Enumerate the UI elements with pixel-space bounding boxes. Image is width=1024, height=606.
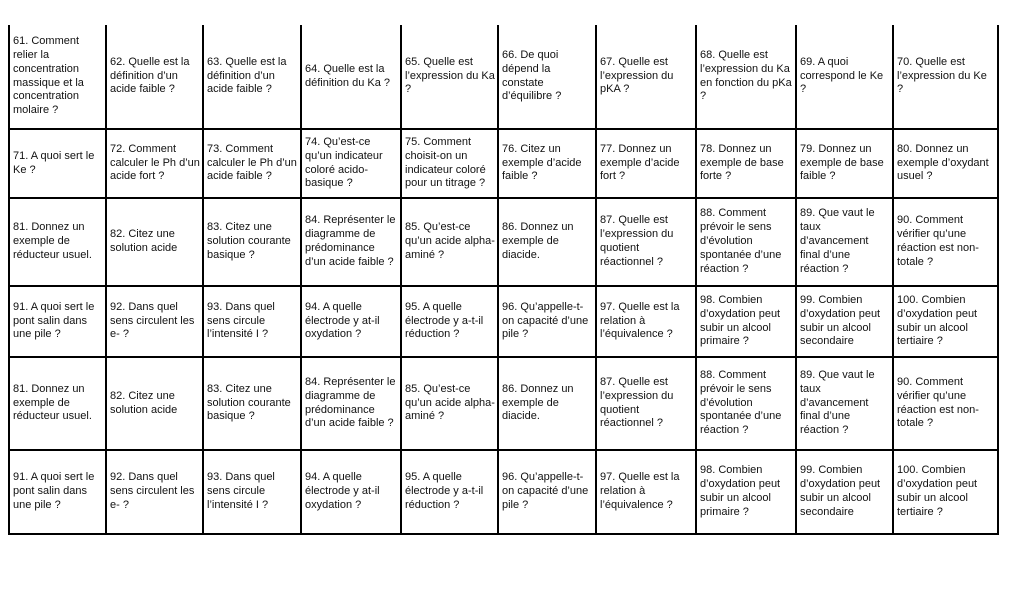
question-cell: 88. Comment prévoir le sens d’évolution spontanée d’une réaction ? (696, 198, 796, 286)
question-cell: 68. Quelle est l’expression du Ka en fonction du pKa ? (696, 25, 796, 129)
question-cell: 87. Quelle est l’expression du quotient réactionnel ? (596, 357, 696, 450)
question-cell: 99. Combien d’oxydation peut subir un alcool secondaire (796, 450, 893, 534)
question-cell: 78. Donnez un exemple de base forte ? (696, 129, 796, 198)
table-row (9, 357, 998, 450)
question-cell: 63. Quelle est la définition d’un acide faible ? (203, 25, 301, 129)
questions-table (8, 25, 999, 535)
question-cell: 98. Combien d’oxydation peut subir un alcool primaire ? (696, 450, 796, 534)
question-cell: 71. A quoi sert le Ke ? (9, 129, 106, 198)
question-cell: 62. Quelle est la définition d’un acide faible ? (106, 25, 203, 129)
question-cell: 86. Donnez un exemple de diacide. (498, 198, 596, 286)
question-cell: 99. Combien d’oxydation peut subir un alcool secondaire (796, 286, 893, 357)
question-cell: 80. Donnez un exemple d’oxydant usuel ? (893, 129, 998, 198)
question-cell: 83. Citez une solution courante basique ? (203, 198, 301, 286)
question-cell: 91. A quoi sert le pont salin dans une pile ? (9, 286, 106, 357)
question-cell: 66. De quoi dépend la constate d’équilibre ? (498, 25, 596, 129)
question-cell: 77. Donnez un exemple d’acide fort ? (596, 129, 696, 198)
question-cell: 91. A quoi sert le pont salin dans une pile ? (9, 450, 106, 534)
question-cell: 79. Donnez un exemple de base faible ? (796, 129, 893, 198)
question-cell: 93. Dans quel sens circule l’intensité I ? (203, 286, 301, 357)
question-cell: 74. Qu’est-ce qu’un indicateur coloré acido-basique ? (301, 129, 401, 198)
question-cell: 98. Combien d’oxydation peut subir un alcool primaire ? (696, 286, 796, 357)
question-cell: 95. A quelle électrode y a-t-il réduction ? (401, 286, 498, 357)
question-cell: 82. Citez une solution acide (106, 357, 203, 450)
question-cell: 75. Comment choisit-on un indicateur coloré pour un titrage ? (401, 129, 498, 198)
question-cell: 76. Citez un exemple d’acide faible ? (498, 129, 596, 198)
question-cell: 65. Quelle est l’expression du Ka ? (401, 25, 498, 129)
question-cell: 100. Combien d’oxydation peut subir un alcool tertiaire ? (893, 286, 998, 357)
question-cell: 85. Qu’est-ce qu’un acide alpha-aminé ? (401, 198, 498, 286)
question-cell: 86. Donnez un exemple de diacide. (498, 357, 596, 450)
question-cell: 87. Quelle est l’expression du quotient réactionnel ? (596, 198, 696, 286)
question-cell: 81. Donnez un exemple de réducteur usuel. (9, 198, 106, 286)
question-cell: 69. A quoi correspond le Ke ? (796, 25, 893, 129)
question-cell: 90. Comment vérifier qu’une réaction est non-totale ? (893, 198, 998, 286)
table-row (9, 450, 998, 534)
question-cell: 67. Quelle est l’expression du pKA ? (596, 25, 696, 129)
question-cell: 84. Représenter le diagramme de prédominance d’un acide faible ? (301, 198, 401, 286)
question-cell: 89. Que vaut le taux d’avancement final d’une réaction ? (796, 198, 893, 286)
question-cell: 70. Quelle est l’expression du Ke ? (893, 25, 998, 129)
question-cell: 89. Que vaut le taux d’avancement final d’une réaction ? (796, 357, 893, 450)
question-cell: 84. Représenter le diagramme de prédominance d’un acide faible ? (301, 357, 401, 450)
question-cell: 85. Qu’est-ce qu’un acide alpha-aminé ? (401, 357, 498, 450)
question-cell: 73. Comment calculer le Ph d’un acide faible ? (203, 129, 301, 198)
table-row (9, 286, 998, 357)
question-cell: 94. A quelle électrode y at-il oxydation ? (301, 286, 401, 357)
question-cell: 95. A quelle électrode y a-t-il réduction ? (401, 450, 498, 534)
question-cell: 96. Qu’appelle-t-on capacité d’une pile ? (498, 286, 596, 357)
question-cell: 81. Donnez un exemple de réducteur usuel. (9, 357, 106, 450)
questions-table-body (9, 25, 998, 534)
question-cell: 92. Dans quel sens circulent les e- ? (106, 286, 203, 357)
question-cell: 83. Citez une solution courante basique ? (203, 357, 301, 450)
question-cell: 94. A quelle électrode y at-il oxydation ? (301, 450, 401, 534)
question-cell: 64. Quelle est la définition du Ka ? (301, 25, 401, 129)
question-cell: 92. Dans quel sens circulent les e- ? (106, 450, 203, 534)
table-row (9, 129, 998, 198)
table-row (9, 25, 998, 129)
question-cell: 72. Comment calculer le Ph d’un acide fort ? (106, 129, 203, 198)
question-cell: 97. Quelle est la relation à l’équivalence ? (596, 450, 696, 534)
question-cell: 100. Combien d’oxydation peut subir un alcool tertiaire ? (893, 450, 998, 534)
question-cell: 96. Qu’appelle-t-on capacité d’une pile ? (498, 450, 596, 534)
question-cell: 90. Comment vérifier qu’une réaction est non-totale ? (893, 357, 998, 450)
question-cell: 97. Quelle est la relation à l’équivalence ? (596, 286, 696, 357)
question-cell: 61. Comment relier la concentration massique et la concentration molaire ? (9, 25, 106, 129)
table-row (9, 198, 998, 286)
question-cell: 82. Citez une solution acide (106, 198, 203, 286)
question-cell: 88. Comment prévoir le sens d’évolution spontanée d’une réaction ? (696, 357, 796, 450)
question-cell: 93. Dans quel sens circule l’intensité I ? (203, 450, 301, 534)
